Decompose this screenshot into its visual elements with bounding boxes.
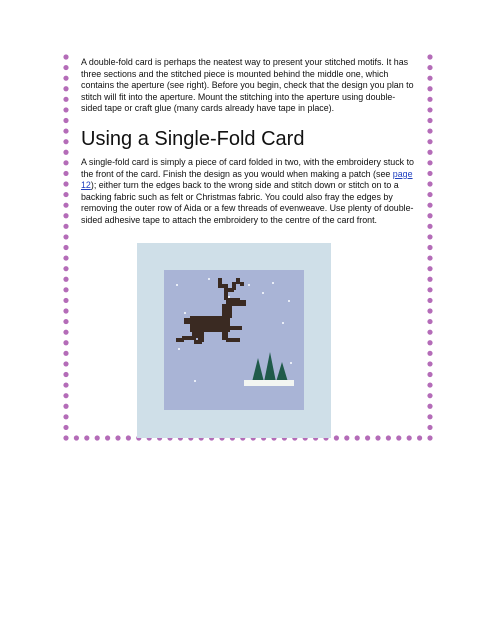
border-dot: [63, 277, 68, 282]
border-dot: [427, 192, 432, 197]
border-dot: [63, 414, 68, 419]
section-heading: Using a Single-Fold Card: [81, 127, 305, 150]
border-dot: [63, 361, 68, 366]
border-dot: [427, 351, 432, 356]
border-dot: [427, 266, 432, 271]
border-dot: [63, 65, 68, 70]
border-dot: [63, 372, 68, 377]
border-dot: [427, 372, 432, 377]
border-dot: [407, 435, 412, 440]
border-dot: [63, 107, 68, 112]
border-dot: [63, 351, 68, 356]
border-dot: [427, 224, 432, 229]
border-dot: [427, 245, 432, 250]
border-dot: [427, 277, 432, 282]
border-dot: [63, 118, 68, 123]
border-dot: [63, 382, 68, 387]
border-dot: [427, 160, 432, 165]
border-dot: [427, 203, 432, 208]
border-dot: [427, 54, 432, 59]
border-dot: [126, 435, 131, 440]
border-dot: [105, 435, 110, 440]
border-dot: [63, 308, 68, 313]
aida-fabric-panel: [164, 270, 304, 410]
border-dot: [344, 435, 349, 440]
border-dot: [427, 86, 432, 91]
section-text-1: A single-fold card is simply a piece of card folded in two, with the embroidery stuck to the front of the card. Finish the design as you would when making a patch (see: [81, 156, 414, 179]
reindeer-cross-stitch-icon: [164, 270, 304, 410]
border-dot: [63, 128, 68, 133]
border-dot: [427, 97, 432, 102]
border-dot: [63, 97, 68, 102]
border-dot: [334, 435, 339, 440]
border-dot: [427, 287, 432, 292]
border-dot: [427, 181, 432, 186]
border-dot: [63, 203, 68, 208]
border-dot: [427, 255, 432, 260]
border-dot: [396, 435, 401, 440]
border-dot: [63, 266, 68, 271]
border-dot: [427, 414, 432, 419]
border-dot: [63, 76, 68, 81]
border-dot: [355, 435, 360, 440]
border-dot: [386, 435, 391, 440]
border-dot: [427, 308, 432, 313]
border-dot: [63, 404, 68, 409]
border-dot: [427, 107, 432, 112]
border-dot: [63, 160, 68, 165]
trees-icon: [252, 352, 288, 382]
border-dot: [74, 435, 79, 440]
border-dot: [63, 234, 68, 239]
border-dot: [63, 54, 68, 59]
border-dot: [427, 361, 432, 366]
border-dot: [63, 435, 68, 440]
border-dot: [427, 150, 432, 155]
border-dot: [63, 425, 68, 430]
border-dot: [63, 86, 68, 91]
border-dot: [63, 287, 68, 292]
border-dot: [115, 435, 120, 440]
intro-paragraph: A double-fold card is perhaps the neatest way to present your stitched motifs. It has three sections and the stitched piece is mounted behind the middle one, which contains the aperture (see right). Before you begin, check that the design you plan to stitch will fit into the aperture. Mount the stitching into the aperture using double-sided tape or craft glue (many cards already have tape in place).: [81, 57, 414, 114]
border-dot: [63, 393, 68, 398]
border-dot: [84, 435, 89, 440]
border-dot: [417, 435, 422, 440]
single-fold-card-photo: [137, 243, 331, 438]
border-dot: [375, 435, 380, 440]
border-dot: [427, 393, 432, 398]
border-dot: [63, 171, 68, 176]
border-dot: [427, 330, 432, 335]
border-dot: [365, 435, 370, 440]
border-dot: [427, 139, 432, 144]
border-dot: [427, 382, 432, 387]
border-dot: [63, 213, 68, 218]
border-dot: [95, 435, 100, 440]
border-dot: [427, 298, 432, 303]
border-dot: [427, 171, 432, 176]
border-dot: [427, 404, 432, 409]
border-dot: [427, 425, 432, 430]
border-dot: [427, 319, 432, 324]
border-dot: [63, 139, 68, 144]
border-dot: [63, 340, 68, 345]
text-content: [81, 57, 416, 227]
border-dot: [63, 245, 68, 250]
page-12-link[interactable]: page 12: [81, 168, 413, 191]
border-dot: [427, 435, 432, 440]
border-dot: [63, 192, 68, 197]
border-dot: [427, 234, 432, 239]
section-paragraph: [81, 157, 416, 227]
snow-icon: [244, 380, 294, 386]
border-dot: [427, 118, 432, 123]
border-dot: [63, 298, 68, 303]
border-dot: [63, 255, 68, 260]
border-dot: [63, 181, 68, 186]
border-dot: [63, 319, 68, 324]
reindeer-icon: [176, 278, 246, 344]
border-dot: [427, 340, 432, 345]
border-dot: [63, 224, 68, 229]
section-text-2: ); either turn the edges back to the wrong side and stitch down or stitch on to a backing fabric such as felt or Christmas fabric. You could also fray the edges by removing the outer row of Aida or a few threads of evenweave. Use plenty of double-sided adhesive tape to attach the embroidery to the centre of the card front.: [81, 180, 414, 225]
border-dot: [63, 330, 68, 335]
border-dot: [427, 213, 432, 218]
border-dot: [427, 128, 432, 133]
border-dot: [63, 150, 68, 155]
border-dot: [427, 65, 432, 70]
border-dot: [427, 76, 432, 81]
